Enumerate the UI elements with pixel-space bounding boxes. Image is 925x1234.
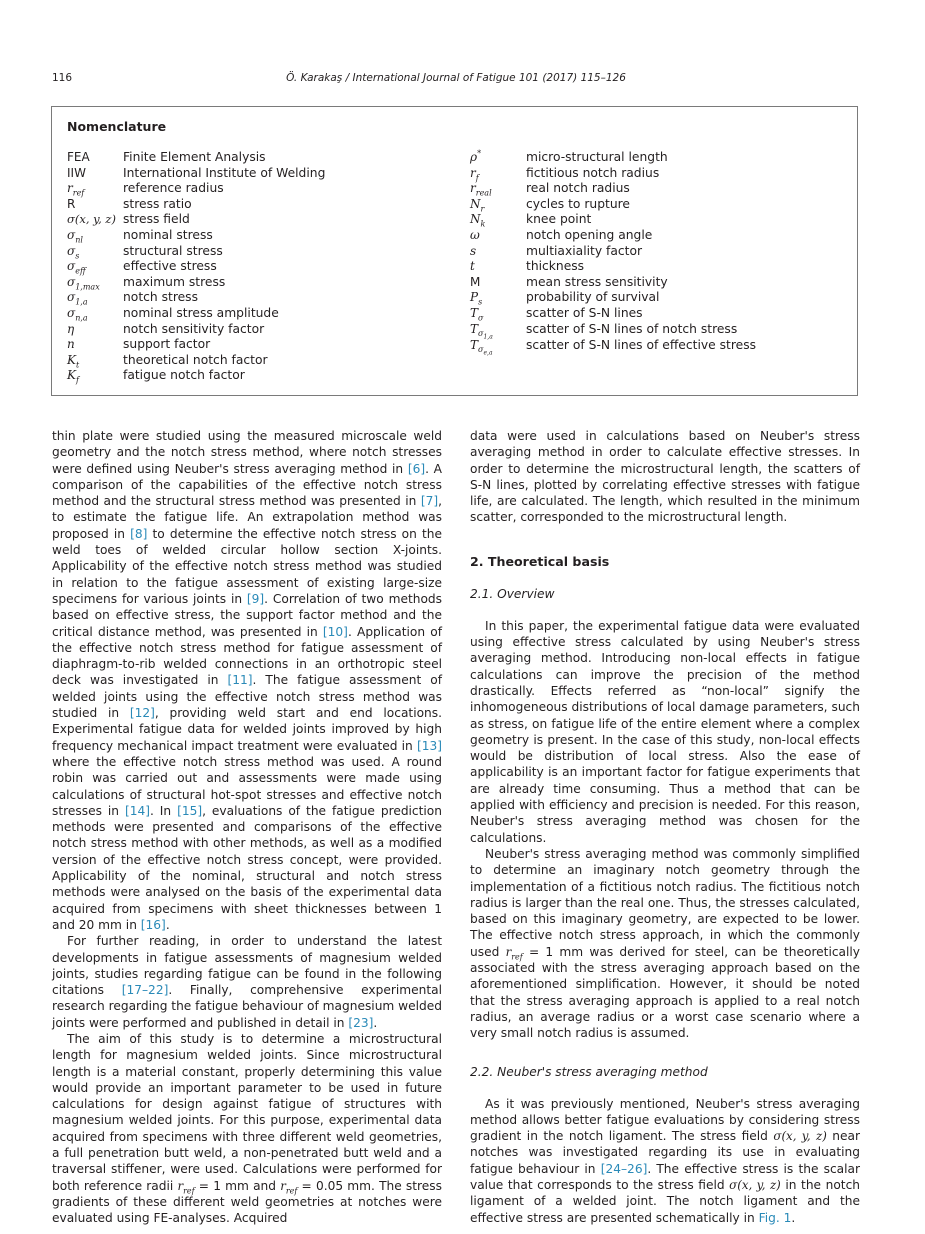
- nomenclature-entry: [470, 150, 756, 166]
- paragraph-intro-continued: data were used in calculations based on Neuber's stress averaging method in order to calculate effective stresses. In order to determine the microstructural length, the scatters of S-N lines, plotted by correlating effective stresses with fatigue life, are calculated. The length, which resulted in the minimum scatter, corresponded to the microstructural length.: [470, 429, 860, 525]
- definition: scatter of S-N lines of effective stress: [526, 337, 757, 352]
- nomenclature-left-column: [67, 150, 325, 384]
- math-stress-field: σ(x, y, z): [773, 1129, 827, 1144]
- nomenclature-entry: [67, 150, 325, 166]
- subsection-heading: 2.1. Overview: [470, 586, 555, 601]
- symbol: ρ*: [470, 149, 482, 164]
- section-heading: 2. Theoretical basis: [470, 553, 610, 569]
- definition: scatter of S-N lines of notch stress: [526, 321, 738, 336]
- definition: nominal stress amplitude: [123, 305, 279, 320]
- definition: fatigue notch factor: [123, 368, 245, 383]
- definition: theoretical notch factor: [123, 352, 268, 367]
- symbol: s: [470, 243, 477, 258]
- nomenclature-entry: [67, 353, 325, 369]
- symbol: $P_s$: [470, 290, 483, 307]
- nomenclature-box: [51, 106, 858, 396]
- definition: stress field: [123, 212, 190, 227]
- definition: reference radius: [123, 181, 224, 196]
- paragraph-overview: In this paper, the experimental fatigue data were evaluated using effective stress calculated by using Neuber's stress averaging method. Introducing non-local effects in fatigue calculations can improve the precision of the method drastically. Effects referred as “non-local” signify the inhomogeneous distributions of local damage parameters, such as stress, on fatigue life of the entire element where a complex geometry is present. In the case of this study, non-local effects would be distribution of local stress. Also the ease of applicability is an important factor for fatigue experiments that are already time consuming. Thus a method that can be applied with efficiency and precision is needed. For this reason, Neuber's stress averaging method was chosen for the calculations.: [470, 618, 860, 845]
- symbol: $K_f$: [67, 368, 79, 385]
- nomenclature-entry: [67, 306, 325, 322]
- symbol: $T_{\sigma_{e,a}}$: [470, 337, 493, 357]
- nomenclature-entry: [470, 321, 756, 341]
- symbol: η: [67, 321, 75, 336]
- definition: mean stress sensitivity: [526, 274, 668, 289]
- definition: stress ratio: [123, 196, 192, 211]
- citation-link[interactable]: [9]: [246, 591, 265, 606]
- nomenclature-entry: [470, 259, 756, 275]
- nomenclature-entry: [67, 244, 325, 260]
- symbol: IIW: [67, 165, 86, 180]
- citation-link[interactable]: [15]: [177, 803, 203, 818]
- symbol: $r_{real}$: [470, 181, 492, 198]
- nomenclature-entry: [67, 259, 325, 275]
- definition: fictitious notch radius: [526, 165, 660, 180]
- math-r-ref: $r_{ref}$: [177, 1178, 195, 1196]
- definition: micro-structural length: [526, 150, 668, 164]
- definition: International Institute of Welding: [123, 165, 326, 180]
- definition: Finite Element Analysis: [123, 150, 266, 164]
- nomenclature-entry: [470, 244, 756, 260]
- citation-link[interactable]: [11]: [227, 673, 253, 688]
- math-stress-field: σ(x, y, z): [729, 1177, 781, 1192]
- figure-link[interactable]: Fig. 1: [758, 1210, 792, 1225]
- definition: scatter of S-N lines: [526, 305, 643, 320]
- nomenclature-entry: [67, 197, 325, 213]
- symbol: $r_f$: [470, 165, 479, 182]
- symbol: $N_r$: [470, 196, 485, 214]
- paragraph-further-reading: For further reading, in order to understand the latest developments in fatigue assessments of magnesium welded joints, studies regarding fatigue can be found in the following citations [17–22]. Finally, comprehensive experimental research regarding the fatigue behaviour of magnesium welded joints were performed and published in detail in [23].: [52, 934, 443, 1030]
- nomenclature-entry: [67, 322, 325, 338]
- nomenclature-entry: [67, 228, 325, 244]
- symbol: t: [470, 259, 475, 274]
- symbol: n: [67, 337, 75, 352]
- symbol: $T_{\sigma_{1,a}}$: [470, 321, 493, 341]
- nomenclature-entry: [470, 306, 756, 322]
- symbol: $\sigma_{nl}$: [67, 227, 83, 245]
- symbol: $\sigma_s$: [67, 243, 80, 260]
- nomenclature-entry: [470, 290, 756, 306]
- symbol: $K_t$: [67, 352, 80, 370]
- definition: nominal stress: [123, 227, 213, 242]
- right-text-column: [470, 428, 860, 1226]
- nomenclature-entry: [67, 212, 325, 228]
- definition: structural stress: [123, 243, 223, 258]
- definition: notch opening angle: [526, 227, 653, 242]
- definition: maximum stress: [123, 274, 226, 289]
- nomenclature-entry: [67, 290, 325, 306]
- paragraph-neuber-method: As it was previously mentioned, Neuber's stress averaging method allows better fatigue evaluations by considering stress gradient in the notch ligament. The stress field σ(x, y, z) near notches was investigated regarding its use in evaluating fatigue behaviour in [24–26]. The effective stress is the scalar value that corresponds to the stress field σ(x, y, z) in the notch ligament of a welded joint. The notch ligament and the effective stress are presented schematically in Fig. 1.: [470, 1096, 860, 1225]
- citation-link[interactable]: [10]: [322, 624, 348, 639]
- paragraph-literature-review: thin plate were studied using the measured microscale weld geometry and the notch stress method, where notch stresses were defined using Neuber's stress averaging method in [6]. A comparison of the capabilities of the effective notch stress method and the structural stress method was presented in [7], to estimate the fatigue life. An extrapolation method was proposed in [8] to determine the effective notch stress on the weld toes of welded circular hollow section X-joints. Applicability of the effective notch stress method was studied in relation to the fatigue assessment of existing large-size specimens for various joints in [9]. Correlation of two methods based on effective stress, the support factor method and the critical distance method, was presented in [10]. Application of the effective notch stress method for fatigue assessment of diaphragm-to-rib welded connections in an orthotropic steel deck was investigated in [11]. The fatigue assessment of welded joints using the effective notch stress method was studied in [12], providing weld start and end locations. Experimental fatigue data for welded joints improved by high frequency mechanical impact treatment were evaluated in [13] where the effective notch stress method was used. A round robin was carried out and assessments were made using calculations of structural hot-spot stresses and effective notch stresses in [14]. In [15], evaluations of the fatigue prediction methods were presented and comparisons of the effective notch stress method with other methods, as well as a modified version of the effective notch stress concept, were provided. Applicability of the nominal, structural and notch stress methods were analysed on the basis of the experimental data acquired from specimens with sheet thicknesses between 1 and 20 mm in [16].: [52, 429, 443, 932]
- definition: thickness: [526, 259, 585, 274]
- definition: effective stress: [123, 259, 217, 274]
- nomenclature-entry: [470, 166, 756, 182]
- citation-link[interactable]: [14]: [124, 803, 150, 818]
- symbol: $\sigma_{1,max}$: [67, 274, 100, 292]
- left-text-column: [52, 428, 442, 1227]
- citation-link[interactable]: [16]: [140, 917, 166, 932]
- symbol: $r_{ref}$: [67, 181, 85, 198]
- citation-link[interactable]: [17–22]: [121, 983, 169, 998]
- subsection-heading: 2.2. Neuber's stress averaging method: [470, 1064, 708, 1079]
- definition: probability of survival: [526, 290, 660, 305]
- nomenclature-entry: [470, 212, 756, 228]
- definition: support factor: [123, 337, 211, 352]
- symbol: $T_\sigma$: [470, 305, 484, 323]
- citation-link[interactable]: [7]: [420, 494, 439, 509]
- paragraph-study-aim: The aim of this study is to determine a microstructural length for magnesium welded joints. Since microstructural length is a material constant, properly determining this value would provide an important parameter to be used in future calculations for design against fatigue of structures with magnesium welded joints. For this purpose, experimental data acquired from specimens with three different weld geometries, a full penetration butt weld, a non-penetrated butt weld and a traversal stiffener, were used. Calculations were performed for both reference radii $r_{ref} = 1$ mm and $r_{ref} = 0.05$ mm. The stress gradients of these different weld geometries at notches were evaluated using FE-analyses. Acquired: [52, 1031, 442, 1226]
- citation-link[interactable]: [8]: [130, 526, 148, 541]
- symbol: R: [67, 196, 76, 211]
- nomenclature-entry: [67, 181, 325, 197]
- citation-link[interactable]: [23]: [348, 1015, 374, 1030]
- math-r-ref: $r_{ref}$: [505, 944, 523, 962]
- nomenclature-entry: [470, 228, 756, 244]
- nomenclature-entry: [67, 166, 325, 182]
- citation-link[interactable]: [24–26]: [600, 1161, 648, 1176]
- nomenclature-entry: [470, 181, 756, 197]
- citation-link[interactable]: [12]: [129, 706, 155, 721]
- citation-link[interactable]: [13]: [416, 738, 442, 753]
- definition: cycles to rupture: [526, 196, 630, 211]
- paragraph-neuber-simplification: Neuber's stress averaging method was commonly simplified to determine an imaginary notch geometry through the implementation of a fictitious notch radius. The fictitious notch radius is larger than the real one. Thus, the stresses calculated, based on this imaginary geometry, are expected to be lower. The effective notch stress approach, in which the commonly used $r_{ref} = 1$ mm was derived for steel, can be theoretically associated with the stress averaging approach based on the aforementioned simplification. However, it should be noted that the stress averaging approach is applied to a real notch radius, an average radius or a worst case scenario where a very small notch radius is assumed.: [470, 846, 861, 1041]
- nomenclature-title: Nomenclature: [67, 119, 167, 134]
- nomenclature-right-column: [470, 149, 757, 357]
- definition: multiaxiality factor: [526, 243, 643, 258]
- symbol: σ(x, y, z): [67, 212, 116, 227]
- citation-link[interactable]: [6]: [407, 461, 426, 476]
- journal-citation-line: Ö. Karakaş / International Journal of Fatigue 101 (2017) 115–126: [286, 72, 626, 84]
- nomenclature-entry: [67, 337, 325, 353]
- nomenclature-entry: [470, 337, 757, 357]
- symbol: ω: [470, 227, 480, 242]
- symbol: $N_k$: [470, 212, 486, 229]
- nomenclature-entry: [67, 275, 325, 291]
- nomenclature-entry: [470, 275, 756, 291]
- running-head: [52, 72, 860, 88]
- definition: knee point: [526, 212, 592, 227]
- symbol: $\sigma_{eff}$: [67, 259, 86, 276]
- page-number: 116: [52, 72, 73, 84]
- symbol: $\sigma_{n,a}$: [67, 305, 88, 323]
- symbol: M: [470, 274, 481, 289]
- nomenclature-entry: [470, 197, 756, 213]
- definition: notch sensitivity factor: [123, 321, 265, 336]
- nomenclature-entry: [67, 368, 325, 384]
- symbol: FEA: [67, 150, 90, 164]
- math-r-ref: $r_{ref}$: [280, 1178, 298, 1196]
- definition: notch stress: [123, 290, 198, 305]
- definition: real notch radius: [526, 181, 630, 196]
- symbol: $\sigma_{1,a}$: [67, 290, 88, 307]
